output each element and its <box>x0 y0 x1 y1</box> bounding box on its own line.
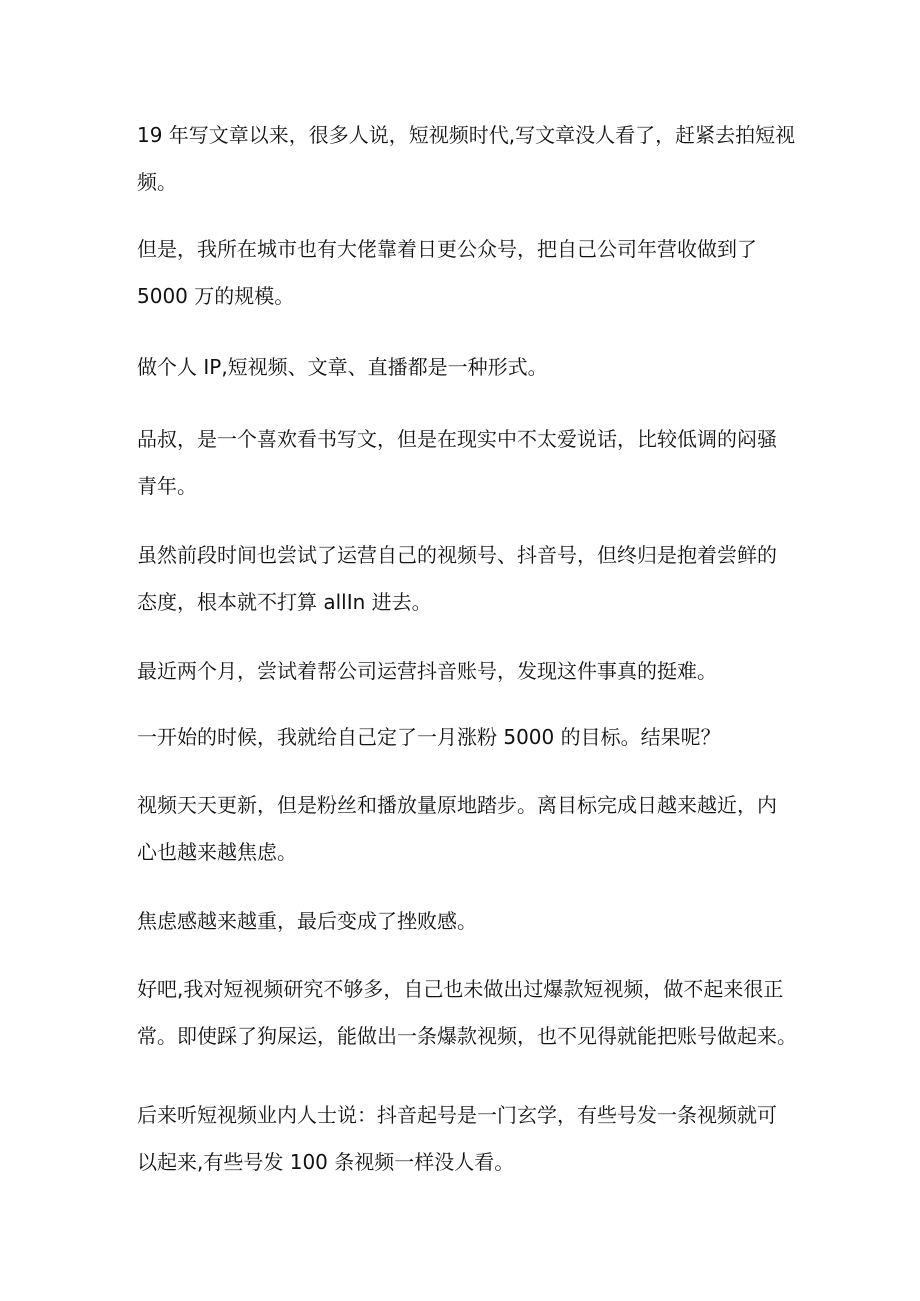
paragraph-7-line-1: 一开始的时候，我就给自己定了一月涨粉 5000 的目标。结果呢？ <box>137 725 721 749</box>
paragraph-4 <box>137 416 797 510</box>
paragraph-9 <box>137 898 797 945</box>
paragraph-1-line-2: 频。 <box>137 170 177 194</box>
paragraph-6 <box>137 648 797 695</box>
paragraph-1-line-1: 19 年写文章以来，很多人说，短视频时代,写文章没人看了，赶紧去拍短视 <box>137 123 796 147</box>
paragraph-7 <box>137 714 797 761</box>
paragraph-6-line-1: 最近两个月，尝试着帮公司运营抖音账号，发现这件事真的挺难。 <box>137 659 717 683</box>
paragraph-11 <box>137 1092 797 1186</box>
paragraph-4-line-1: 品叔，是一个喜欢看书写文，但是在现实中不太爱说话，比较低调的闷骚 <box>137 427 777 451</box>
paragraph-4-line-2: 青年。 <box>137 474 197 498</box>
paragraph-10-line-1: 好吧,我对短视频研究不够多，自己也未做出过爆款短视频，做不起来很正 <box>137 977 784 1001</box>
paragraph-1 <box>137 112 797 206</box>
paragraph-10 <box>137 966 797 1060</box>
paragraph-9-line-1: 焦虑感越来越重，最后变成了挫败感。 <box>137 909 477 933</box>
paragraph-3 <box>137 344 797 391</box>
paragraph-8 <box>137 782 797 876</box>
paragraph-10-line-2: 常。即使踩了狗屎运，能做出一条爆款视频，也不见得就能把账号做起来。 <box>137 1024 797 1048</box>
paragraph-2 <box>137 226 797 320</box>
paragraph-3-line-1: 做个人 IP,短视频、文章、直播都是一种形式。 <box>137 355 548 379</box>
paragraph-8-line-2: 心也越来越焦虑。 <box>137 840 297 864</box>
paragraph-5 <box>137 532 797 626</box>
paragraph-11-line-2: 以起来,有些号发 100 条视频一样没人看。 <box>137 1150 515 1174</box>
paragraph-5-line-1: 虽然前段时间也尝试了运营自己的视频号、抖音号，但终归是抱着尝鲜的 <box>137 543 777 567</box>
paragraph-5-line-2: 态度，根本就不打算 allIn 进去。 <box>137 590 432 614</box>
paragraph-2-line-1: 但是，我所在城市也有大佬靠着日更公众号，把自己公司年营收做到了 <box>137 237 757 261</box>
paragraph-2-line-2: 5000 万的规模。 <box>137 284 295 308</box>
paragraph-8-line-1: 视频天天更新，但是粉丝和播放量原地踏步。离目标完成日越来越近，内 <box>137 793 777 817</box>
paragraph-11-line-1: 后来听短视频业内人士说：抖音起号是一门玄学，有些号发一条视频就可 <box>137 1103 777 1127</box>
